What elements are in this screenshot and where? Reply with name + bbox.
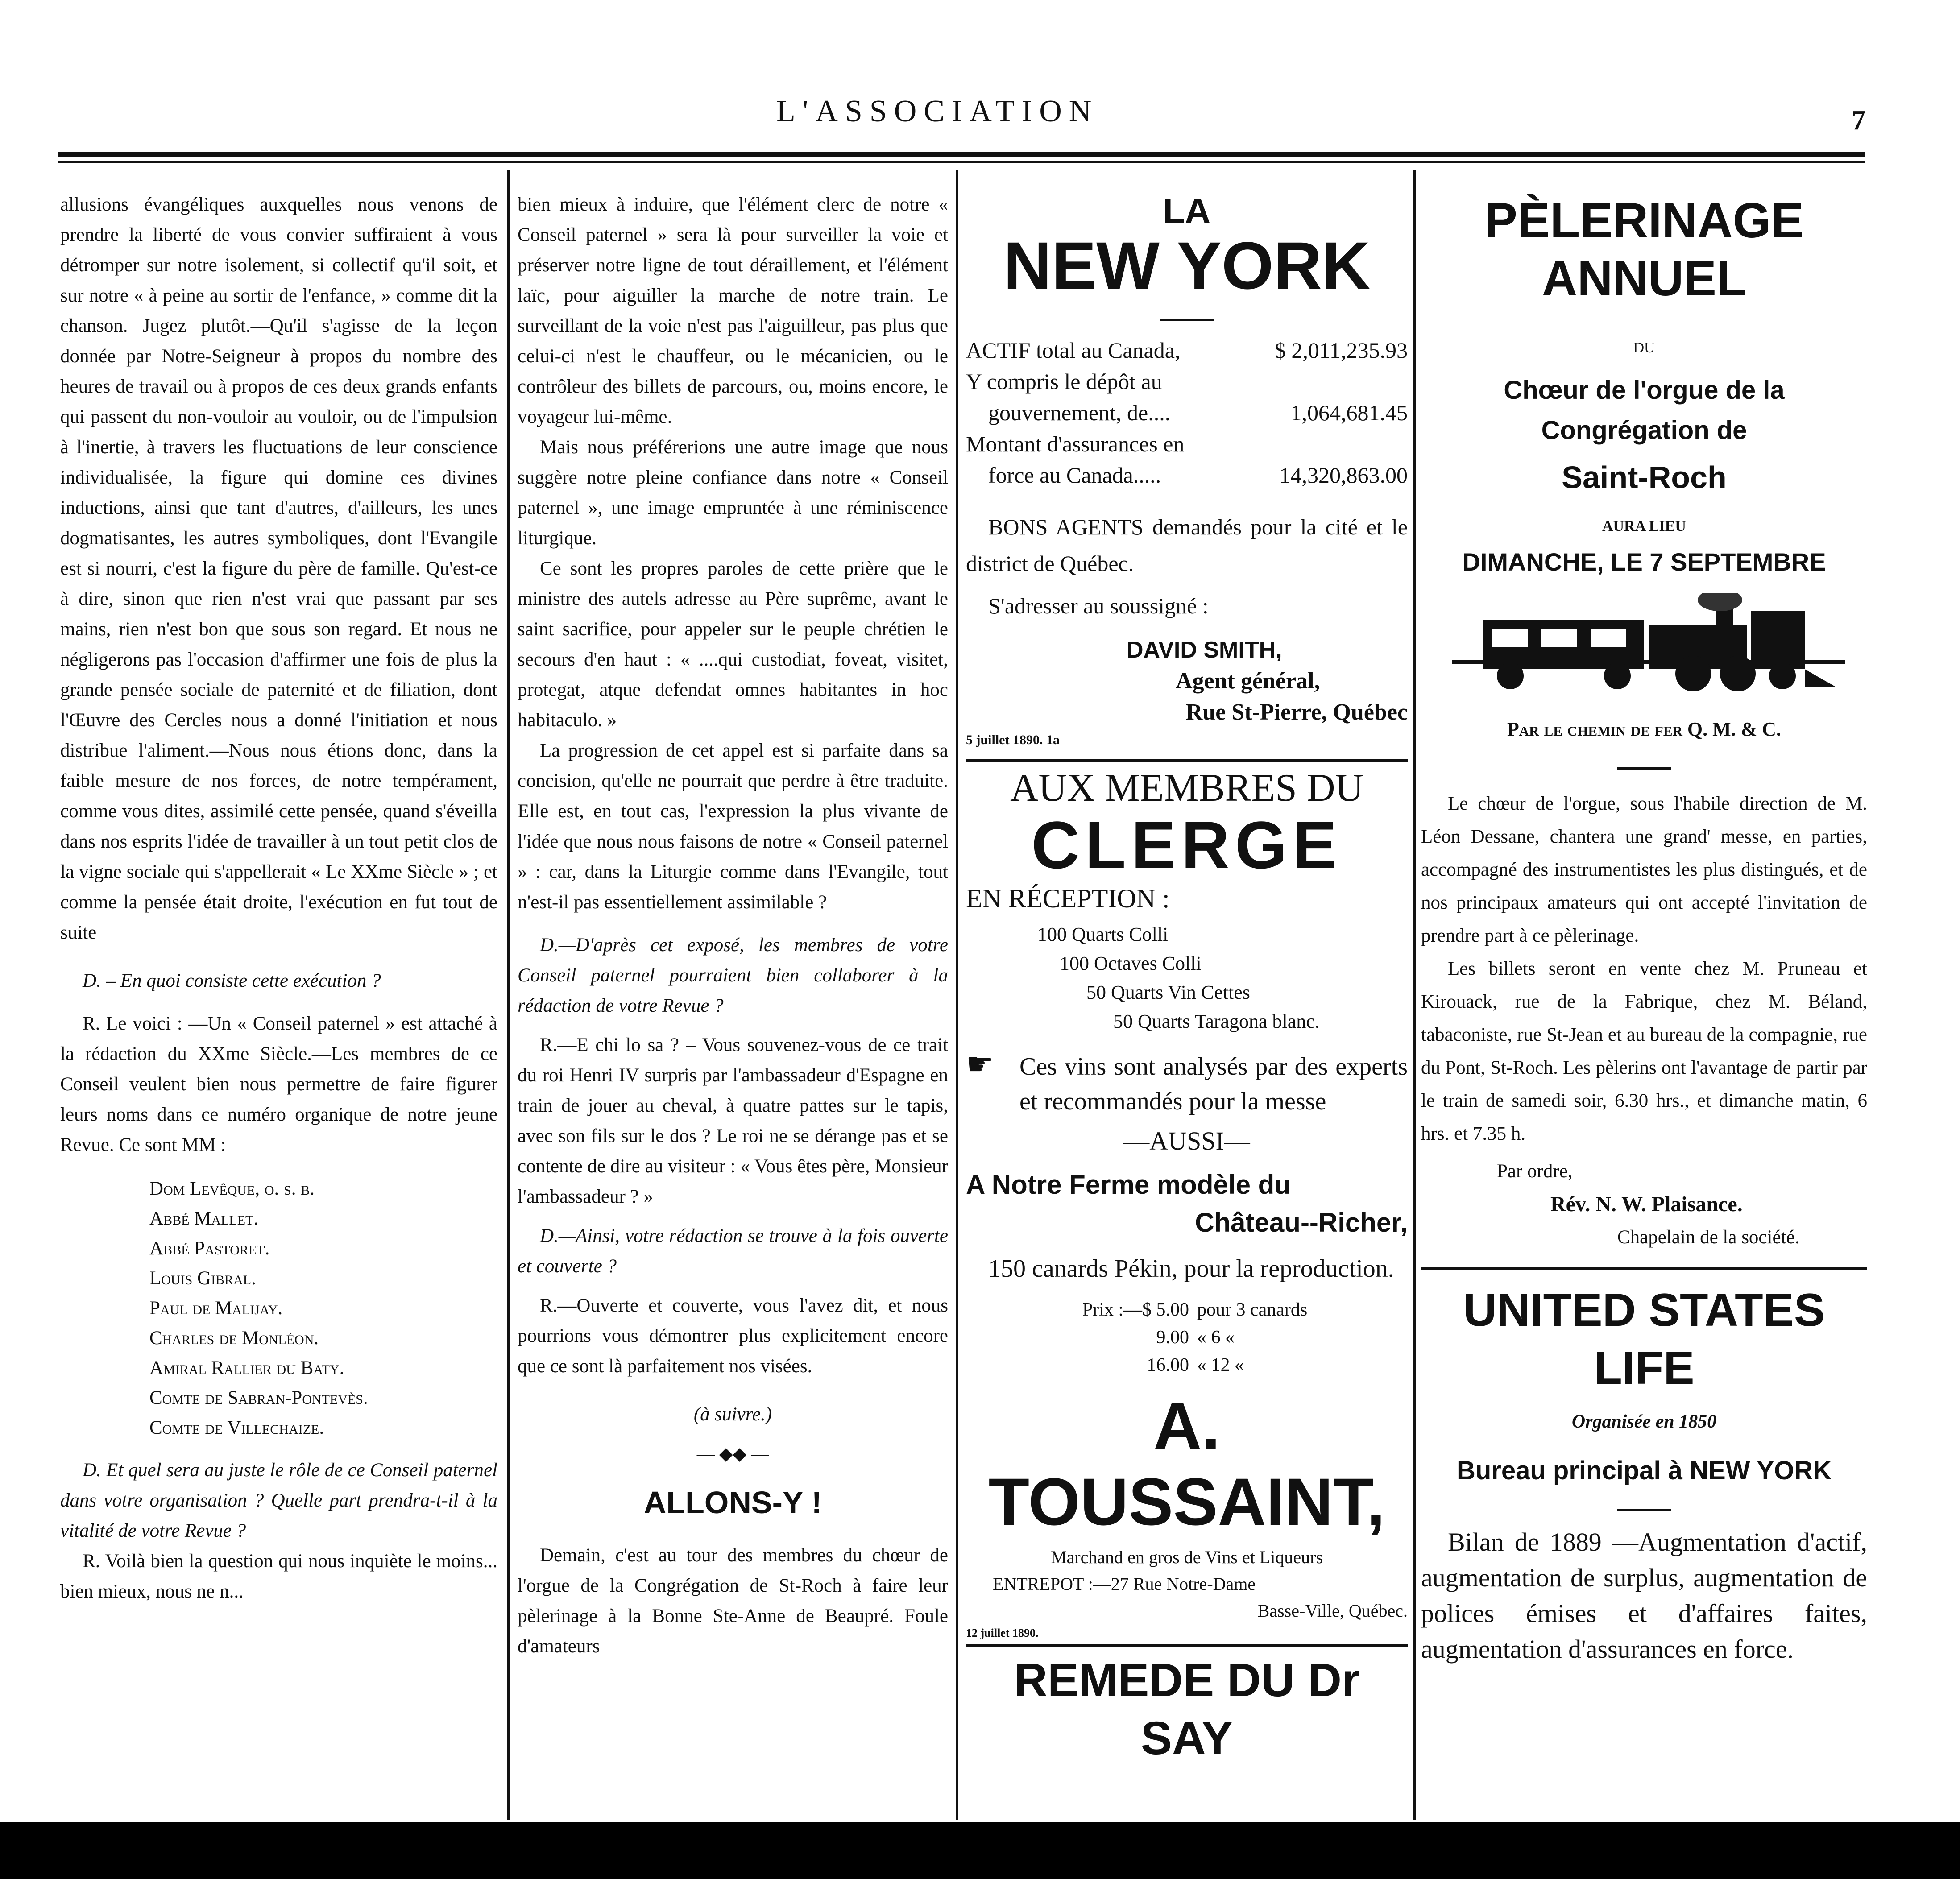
du-text: DU — [1633, 339, 1655, 356]
ny-row-label: Montant d'assurances en — [966, 431, 1185, 456]
ferme-line-1: A Notre Ferme modèle du — [966, 1170, 1291, 1200]
prix-row — [1028, 1296, 1408, 1324]
saint-roch-heading: Saint-Roch — [1562, 460, 1727, 495]
locomotive-illustration — [1443, 593, 1845, 696]
col1-question-2: D. Et quel sera au juste le rôle de ce Conseil paternel dans votre organisation ? Quelle part prendra-t-il à la vitalité de votre Revue ? — [60, 1460, 497, 1541]
name-item: Abbé Pastoret. — [149, 1238, 270, 1259]
prix-value: 9.00 — [1156, 1327, 1189, 1348]
basse-ville-text: Basse-Ville, Québec. — [1257, 1601, 1408, 1621]
ny-row — [966, 428, 1408, 459]
ny-row-label: ACTIF total au Canada, — [966, 338, 1181, 363]
names-list — [60, 1174, 497, 1443]
sign-name: DAVID SMITH, — [1127, 637, 1282, 663]
wine-item: 100 Octaves Colli — [1060, 952, 1202, 974]
col2-paragraph: La progression de cet appel est si parfaite dans sa concision, qu'elle ne pourrait que perdre à être traduite. Elle est, en tout cas, l'expression la plus vivante de l'idée que nous nous faisons de notre « Conseil paternel » : car, dans la Liturgie comme dans l'Evangile, tout n'est-il pas essentiellement assimilable ? — [518, 740, 948, 913]
dimanche-heading: DIMANCHE, LE 7 SEPTEMBRE — [1462, 548, 1826, 576]
prix-value: 16.00 — [1147, 1355, 1189, 1375]
column-4 — [1421, 192, 1867, 1667]
reception-heading: EN RÉCEPTION : — [966, 884, 1170, 913]
choeur-heading: Chœur de l'orgue de la Congrégation de — [1504, 376, 1785, 445]
ferme-line-2: Château--Richer, — [1195, 1208, 1408, 1237]
pointing-hand-icon: ☛ — [966, 1047, 994, 1082]
clerge-title: CLERGE — [1031, 807, 1343, 882]
name-item: Abbé Mallet. — [149, 1208, 259, 1229]
rev-name: Rév. N. W. Plaisance. — [1550, 1192, 1743, 1216]
name-item: Amiral Rallier du Baty. — [149, 1358, 344, 1378]
header-rule — [58, 152, 1865, 157]
clerge-heading: AUX MEMBRES DU — [1010, 766, 1364, 810]
divider — [1160, 319, 1214, 321]
wine-list — [966, 920, 1408, 1036]
ny-row — [966, 397, 1408, 428]
name-item: Louis Gibral. — [149, 1268, 256, 1289]
divider — [1421, 1267, 1867, 1270]
agents-text: BONS AGENTS demandés pour la cité et le district de Québec. — [966, 514, 1408, 576]
sign-address: Rue St-Pierre, Québec — [1185, 699, 1408, 725]
col1-paragraph: allusions évangéliques auxquelles nous venons de prendre la liberté de vous convier suffiraient à vous détromper sur notre isolement, si collectif qu'il soit, et sur notre « à peine au sortir de l'enfance, » comme dit la chanson. Jugez plutôt.—Qu'il s'agisse de la leçon donnée par Notre-Seigneur à propos du nombre des heures de travail ou à propos de ces deux grands enfants qui passent du non-vouloir au vouloir, ou de l'impulsion à l'inertie, à travers les fluctuations de leur conscience individualisée, la figure qui domine ces divines inductions, ainsi que tant d'autres, d'ailleurs, les unes dogmatisantes, les autres symboliques, dont l'Evangile est si nourri, c'est la figure du père de famille. Qu'est-ce à dire, sinon que rien n'est vrai que passant par ses mains, rien n'est bon que sous son regard. Et nous ne négligerons pas l'occasion d'affirmer une fois de plus la grande pensée sociale de paternité et de filiation, dont l'Œuvre des Cercles nous a donné l'initiation et nous distribue l'aliment.—Nous nous étions donc, dans la faible mesure de nos forces, de notre tempérament, comme vous dites, assimilé cette pensée, quand s'éveilla dans nos esprits l'idée de travailler à un tout petit clos de la vigne sociale qui s'appellerait « Le XXme Siècle » ; et comme la pensée était droite, l'exécution en fut tout de suite — [60, 194, 497, 943]
bilan-text: Bilan de 1889 —Augmentation d'actif, augmentation de surplus, augmentation de polices émises et d'affaires faites, augmentation d'assurances en force. — [1421, 1527, 1867, 1664]
ny-row — [966, 459, 1408, 491]
divider — [1617, 1509, 1671, 1511]
masthead-title: L'ASSOCIATION — [776, 94, 1099, 128]
column-1 — [60, 190, 497, 1607]
ny-row-label: gouvernement, de.... — [988, 400, 1171, 425]
adresser-text: S'adresser au soussigné : — [988, 593, 1209, 618]
ny-row — [966, 366, 1408, 397]
allons-y-heading: ALLONS-Y ! — [643, 1485, 822, 1520]
ny-row-label: Y compris le dépôt au — [966, 369, 1162, 394]
entrepot-text: ENTREPOT :—27 Rue Notre-Dame — [993, 1574, 1256, 1594]
sign-title: Agent général, — [1176, 668, 1320, 694]
name-item: Paul de Malijay. — [149, 1298, 283, 1319]
par-ordre: Par ordre, — [1497, 1161, 1573, 1182]
name-item: Comte de Villechaize. — [149, 1417, 324, 1438]
col2-answer: R.—E chi lo sa ? – Vous souvenez-vous de ce trait du roi Henri IV surpris par l'ambassadeur d'Espagne en train de jouer au cheval, à quatre pattes sur le tapis, avec son fils sur le dos ? Le roi ne se dérange pas et se contente de dire au visiteur : « Vous êtes père, Monsieur l'ambassadeur ? » — [518, 1035, 948, 1207]
wine-item: 50 Quarts Vin Cettes — [1086, 981, 1250, 1003]
ny-figures — [966, 335, 1408, 491]
wine-item: 100 Quarts Colli — [1037, 923, 1169, 945]
aura-lieu: AURA LIEU — [1602, 518, 1686, 534]
divider — [1617, 767, 1671, 770]
vins-block — [966, 1049, 1408, 1119]
pelerinage-text: Les billets seront en vente chez M. Pruneau et Kirouack, rue de la Fabrique, chez M. Béland, tabaconiste, rue St-Jean et au bureau de la compagnie, rue du Pont, St-Roch. Les pèlerins ont l'avantage de partir par le train de samedi soir, 6.30 hrs., et dimanche matin, 6 hrs. et 7.35 h. — [1421, 958, 1867, 1144]
ny-title: NEW YORK — [1003, 228, 1371, 303]
col1-question: D. – En quoi consiste cette exécution ? — [83, 970, 381, 991]
ny-row-value: 1,064,681.45 — [1290, 400, 1408, 425]
organisee: Organisée en 1850 — [1571, 1411, 1717, 1432]
aussi-heading: —AUSSI— — [1123, 1126, 1250, 1155]
col2-paragraph: Ce sont les propres paroles de cette prière que le ministre des autels adresse au Père suprême, avant le saint sacrifice, pour appeler sur le peuple chrétien le secours d'en haut : « ....qui custodiat, foveat, visitet, protegat, atque defendat omnes habitantes in hoc habitaculo. » — [518, 558, 948, 731]
prix-qty: pour 3 canards — [1197, 1300, 1308, 1320]
toussaint-title: A. TOUSSAINT, — [988, 1388, 1385, 1539]
column-rule-1 — [507, 170, 510, 1820]
prix-qty: « 12 « — [1197, 1355, 1244, 1375]
bureau-principal: Bureau principal à NEW YORK — [1456, 1456, 1832, 1485]
divider — [966, 759, 1408, 762]
col2-question: D.—Ainsi, votre rédaction se trouve à la fois ouverte et couverte ? — [518, 1225, 948, 1277]
divider — [966, 1644, 1408, 1647]
ny-row-value: $ 2,011,235.93 — [1274, 338, 1408, 363]
col2-answer: R.—Ouverte et couverte, vous l'avez dit, et nous pourrions vous démontrer plus explicitement encore que ce sont là parfaitement nos visées. — [518, 1295, 948, 1377]
remede-heading: REMEDE DU Dr SAY — [1014, 1654, 1360, 1764]
wine-item: 50 Quarts Taragona blanc. — [1113, 1010, 1320, 1032]
chapelain: Chapelain de la société. — [1617, 1227, 1800, 1248]
ny-row — [966, 335, 1408, 366]
scan-bottom-bar — [0, 1822, 1960, 1879]
col1-answer: R. Le voici : —Un « Conseil paternel » est attaché à la rédaction du XXme Siècle.—Les membres de ce Conseil veulent bien nous permettre de faire figurer leurs noms dans ce numéro organique de notre jeune Revue. Ce sont MM : — [60, 1013, 497, 1155]
prix-qty: « 6 « — [1197, 1327, 1235, 1348]
pelerinage-text: Le chœur de l'orgue, sous l'habile direction de M. Léon Dessane, chantera une grand' messe, en parties, accompagné des instrumentistes les plus distingués, et de nos principaux amateurs qui ont accepté l'invitation de prendre part à ce pèlerinage. — [1421, 793, 1867, 946]
name-item: Comte de Sabran-Pontevès. — [149, 1387, 368, 1408]
ad-date: 12 juillet 1890. — [966, 1627, 1039, 1639]
column-rule-3 — [1413, 170, 1416, 1820]
col2-paragraph: Mais nous préférerions une autre image que nous suggère notre pleine confiance dans notre « Conseil paternel », une image empruntée à une réminiscence liturgique. — [518, 437, 948, 549]
marchand-text: Marchand en gros de Vins et Liqueurs — [1050, 1547, 1323, 1567]
prix-value: Prix :—$ 5.00 — [1082, 1300, 1189, 1320]
ny-row-value: 14,320,863.00 — [1279, 463, 1408, 488]
header-rule-thin — [58, 161, 1865, 163]
col1-answer-2: R. Voilà bien la question qui nous inquiète le moins... bien mieux, nous ne n... — [60, 1551, 497, 1602]
ny-row-label: force au Canada..... — [988, 463, 1161, 488]
name-item: Dom Levêque, o. s. b. — [149, 1178, 315, 1199]
locomotive-icon — [1443, 593, 1845, 696]
col2-paragraph: bien mieux à induire, que l'élément clerc de notre « Conseil paternel » sera là pour surveiller la voie et préserver notre ligne de tout déraillement, et l'élément laïc, pour aiguiller la marche de notre train. Le surveillant de la voie n'est pas l'aiguilleur, pas plus que celui-ci n'est le chauffeur, ou le mécanicien, ou le contrôleur des billets de parcours, ou, moins encore, le voyageur lui-même. — [518, 194, 948, 427]
chemin-de-fer: Par le chemin de fer Q. M. & C. — [1507, 718, 1782, 740]
ny-la: LA — [1163, 191, 1211, 231]
column-3 — [966, 192, 1408, 1767]
vins-text: Ces vins sont analysés par des experts et recommandés pour la messe — [1019, 1053, 1408, 1115]
column-rule-2 — [956, 170, 958, 1820]
ornament-divider: — ◆◆ — — [696, 1444, 769, 1464]
page-number: 7 — [1852, 105, 1865, 136]
prix-row — [1028, 1324, 1408, 1351]
allons-y-text: Demain, c'est au tour des membres du chœur de l'orgue de la Congrégation de St-Roch à faire leur pèlerinage à la Bonne Ste-Anne de Beaupré. Foule d'amateurs — [518, 1545, 948, 1657]
ad-date: 5 juillet 1890. 1a — [966, 733, 1060, 747]
prix-row — [1028, 1351, 1408, 1379]
pelerinage-title: PÈLERINAGE ANNUEL — [1484, 193, 1804, 306]
prix-table — [966, 1296, 1408, 1379]
usl-title: UNITED STATES LIFE — [1463, 1284, 1825, 1394]
column-2 — [518, 190, 948, 1662]
a-suivre: (à suivre.) — [693, 1404, 772, 1425]
canards-text: 150 canards Pékin, pour la reproduction. — [988, 1255, 1394, 1283]
col2-question: D.—D'après cet exposé, les membres de votre Conseil paternel pourraient bien collaborer à la rédaction de votre Revue ? — [518, 935, 948, 1016]
name-item: Charles de Monléon. — [149, 1328, 319, 1349]
